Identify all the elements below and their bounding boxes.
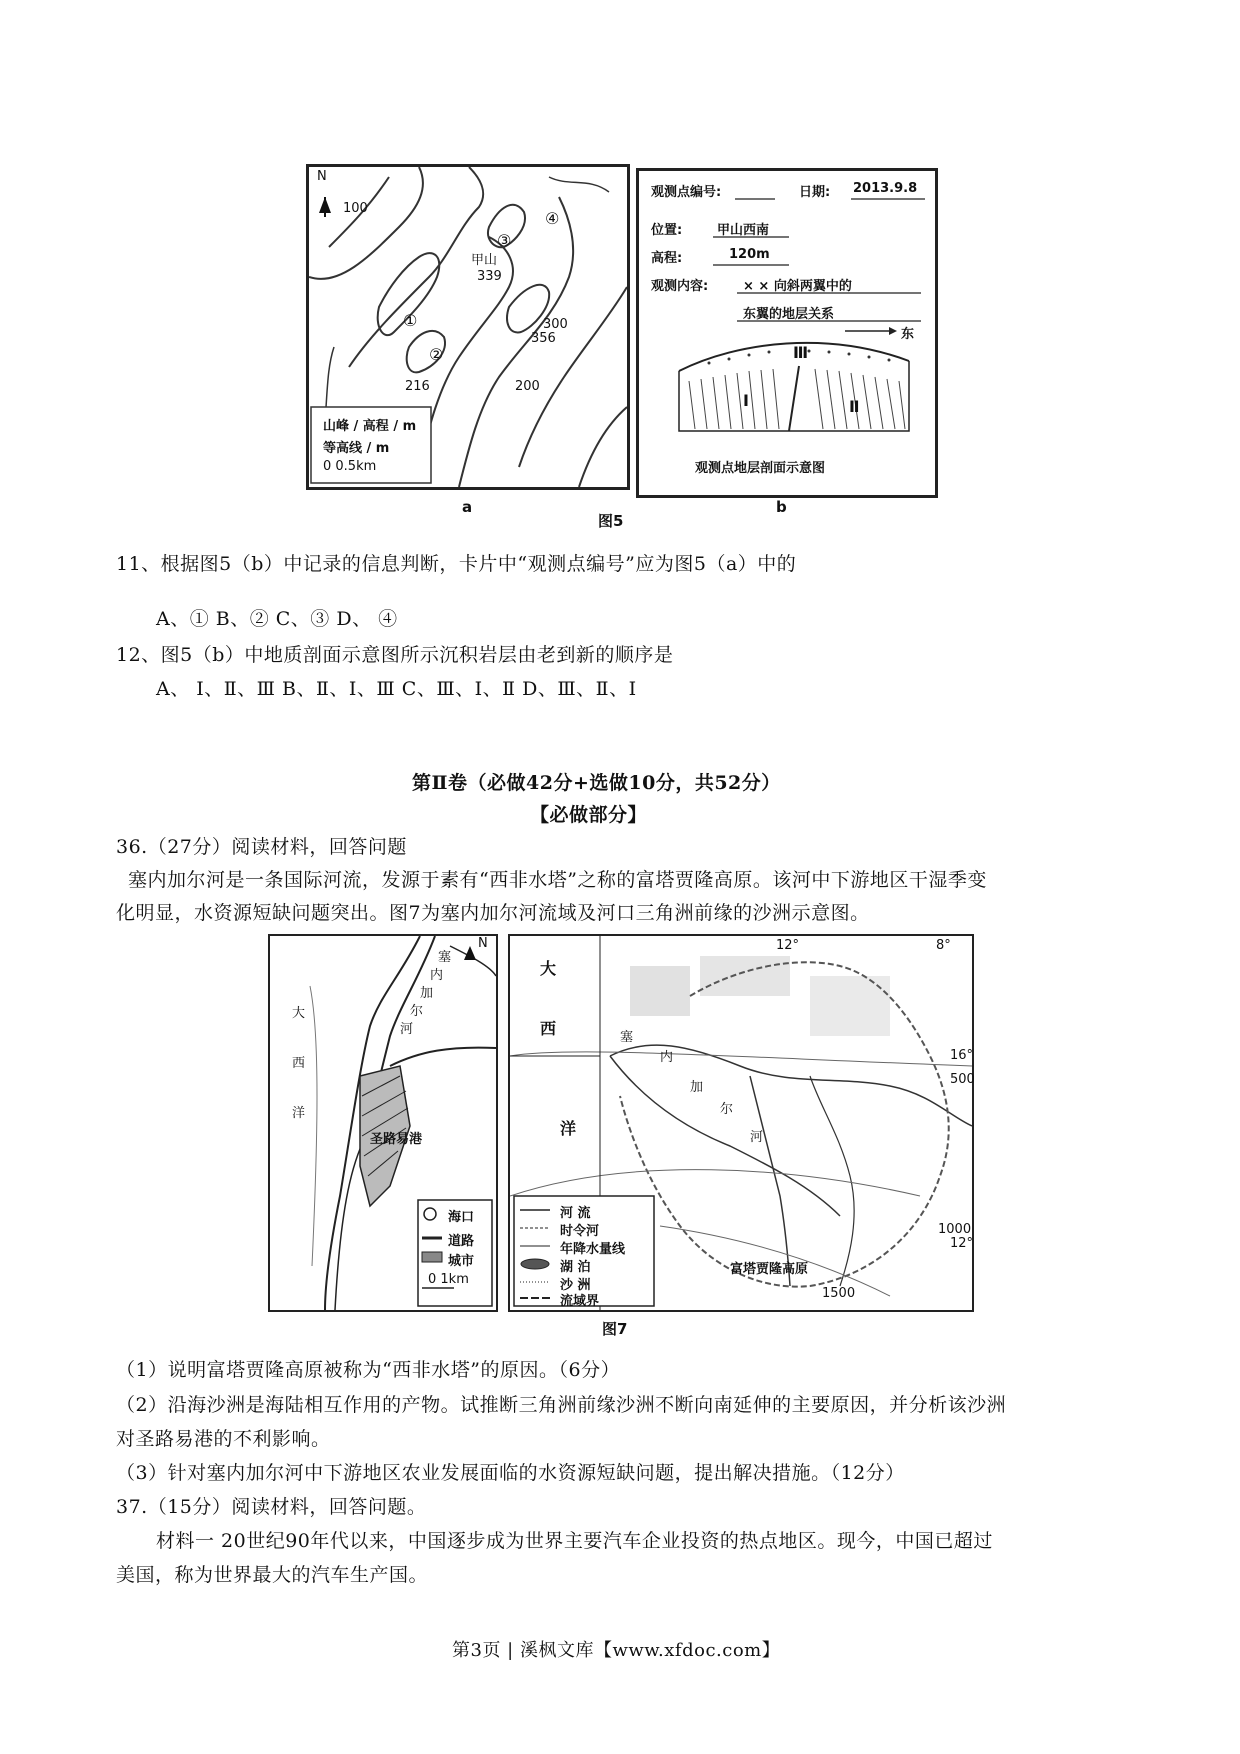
obs-date-label: 日期:: [799, 185, 831, 200]
lat-label: 16°: [950, 1048, 974, 1063]
legend-isohyet: 年降水量线: [560, 1242, 626, 1257]
q36-para1: 塞内加尔河是一条国际河流，发源于素有“西非水塔”之称的富塔贾隆高原。该河中下游地区干湿季变: [128, 869, 987, 891]
obs-elevation-value: 120m: [729, 247, 770, 262]
point-2: ②: [429, 345, 444, 364]
ocean-label: 大: [540, 959, 557, 978]
peak-elevation: 339: [477, 269, 502, 284]
lon-label: 12°: [776, 938, 800, 953]
obs-location-label: 位置:: [651, 223, 683, 238]
legend-lake: 湖 泊: [560, 1260, 591, 1275]
layer-2: Ⅱ: [849, 397, 860, 416]
legend-river: 河 流: [560, 1206, 591, 1221]
q37-para1: 材料一 20世纪90年代以来，中国逐步成为世界主要汽车企业投资的热点地区。现今，中国已超过: [156, 1530, 993, 1552]
obs-date-value: 2013.9.8: [853, 181, 918, 196]
contour-label-200: 200: [515, 379, 540, 394]
contour-label-300: 300: [543, 317, 568, 332]
isohyet-label: 500: [950, 1072, 975, 1087]
q36-sub2-cont: 对圣路易港的不利影响。: [116, 1428, 331, 1450]
section-title: 第Ⅱ卷（必做42分+选做10分，共52分）: [412, 772, 781, 794]
obs-id-label: 观测点编号:: [651, 185, 722, 200]
obs-content-label: 观测内容:: [651, 279, 709, 294]
legend-basin-boundary: 流域界: [560, 1294, 600, 1309]
q36-sub2: （2）沿海沙洲是海陆相互作用的产物。试推断三角洲前缘沙洲不断向南延伸的主要原因，并分析该沙洲: [116, 1394, 1007, 1416]
obs-content-value-2: 东翼的地层关系: [743, 307, 835, 322]
q37-head: 37.（15分）阅读材料，回答问题。: [116, 1496, 427, 1518]
fig5b-label: b: [776, 498, 787, 516]
q12-stem: 12、图5（b）中地质剖面示意图所示沉积岩层由老到新的顺序是: [116, 644, 674, 666]
fig5b-section-drawing: [639, 171, 935, 495]
fig5a-contour-map: [306, 164, 630, 490]
ocean-label: 西: [292, 1056, 306, 1071]
section-subtitle: 【必做部分】: [530, 804, 648, 826]
legend-scale: 0 1km: [428, 1272, 469, 1287]
river-label: 内: [430, 968, 444, 983]
river-label: 尔: [410, 1004, 424, 1019]
city-label: 圣路易港: [370, 1132, 423, 1147]
peak-elevation: 356: [531, 331, 556, 346]
lon-label: 8°: [936, 938, 951, 953]
isohyet-label: 1000: [938, 1222, 972, 1237]
legend-scale: 0 0.5km: [323, 459, 377, 474]
q36-para2: 化明显，水资源短缺问题突出。图7为塞内加尔河流域及河口三角洲前缘的沙洲示意图。: [116, 902, 870, 924]
section-caption: 观测点地层剖面示意图: [695, 461, 826, 476]
legend-peak: 山峰 / 高程 / m: [323, 419, 417, 434]
page-footer: 第3页 | 溪枫文库【www.xfdoc.com】: [452, 1640, 781, 1661]
fig5-caption: 图5: [598, 512, 624, 530]
q12-options: A、 Ⅰ、Ⅱ、Ⅲ B、Ⅱ、Ⅰ、Ⅲ C、Ⅲ、Ⅰ、Ⅱ D、Ⅲ、Ⅱ、Ⅰ: [156, 678, 637, 700]
fig5b-observation-card: [636, 168, 938, 498]
obs-location-value: 甲山西南: [717, 223, 770, 238]
q36-sub3: （3）针对塞内加尔河中下游地区农业发展面临的水资源短缺问题，提出解决措施。（12分）: [116, 1462, 905, 1484]
legend-road: 道路: [448, 1234, 475, 1249]
peak-elevation: 216: [405, 379, 430, 394]
ocean-label: 大: [292, 1006, 306, 1021]
obs-content-value: × × 向斜两翼中的: [743, 279, 852, 294]
fig7-caption: 图7: [602, 1320, 628, 1338]
east-label: 东: [901, 327, 915, 342]
contour-label-100: 100: [343, 201, 368, 216]
river-label: 加: [420, 986, 434, 1001]
q11-options: A、① B、② C、③ D、 ④: [156, 608, 398, 630]
ocean-label: 西: [540, 1019, 557, 1038]
ocean-label: 洋: [292, 1106, 306, 1121]
legend-sandbar: 沙 洲: [560, 1278, 591, 1293]
obs-elevation-label: 高程:: [651, 251, 683, 266]
ocean-label: 洋: [560, 1119, 577, 1138]
legend-contour: 等高线 / m: [323, 441, 390, 456]
river-label: 河: [400, 1022, 414, 1037]
fig7-basin-map: [508, 934, 974, 1312]
point-4: ④: [545, 209, 560, 228]
river-label: 加: [690, 1080, 704, 1095]
river-label: 河: [750, 1130, 764, 1145]
legend-city: 城市: [448, 1254, 475, 1269]
north-label: N: [478, 936, 488, 951]
q37-para2: 美国，称为世界最大的汽车生产国。: [116, 1564, 429, 1586]
legend-seasonal-river: 时令河: [560, 1224, 600, 1239]
legend-estuary: 海口: [448, 1210, 475, 1225]
isohyet-label: 1500: [822, 1286, 856, 1301]
river-label: 塞: [620, 1030, 634, 1045]
lat-label: 12°: [950, 1236, 974, 1251]
layer-1: Ⅰ: [743, 391, 749, 410]
q36-head: 36.（27分）阅读材料，回答问题: [116, 836, 407, 858]
q11-stem: 11、根据图5（b）中记录的信息判断，卡片中“观测点编号”应为图5（a）中的: [116, 553, 797, 575]
q36-sub1: （1）说明富塔贾隆高原被称为“西非水塔”的原因。（6分）: [116, 1359, 621, 1381]
highland-label: 富塔贾隆高原: [730, 1262, 809, 1277]
point-3: ③: [497, 231, 512, 250]
layer-3: Ⅲ: [793, 343, 809, 362]
point-1: ①: [403, 311, 418, 330]
river-label: 尔: [720, 1102, 734, 1117]
peak-name: 甲山: [471, 253, 498, 268]
fig5a-label: a: [462, 498, 473, 516]
north-label: N: [317, 169, 327, 184]
river-label: 内: [660, 1050, 674, 1065]
river-label: 塞: [438, 950, 452, 965]
fig7-delta-map: [268, 934, 498, 1312]
